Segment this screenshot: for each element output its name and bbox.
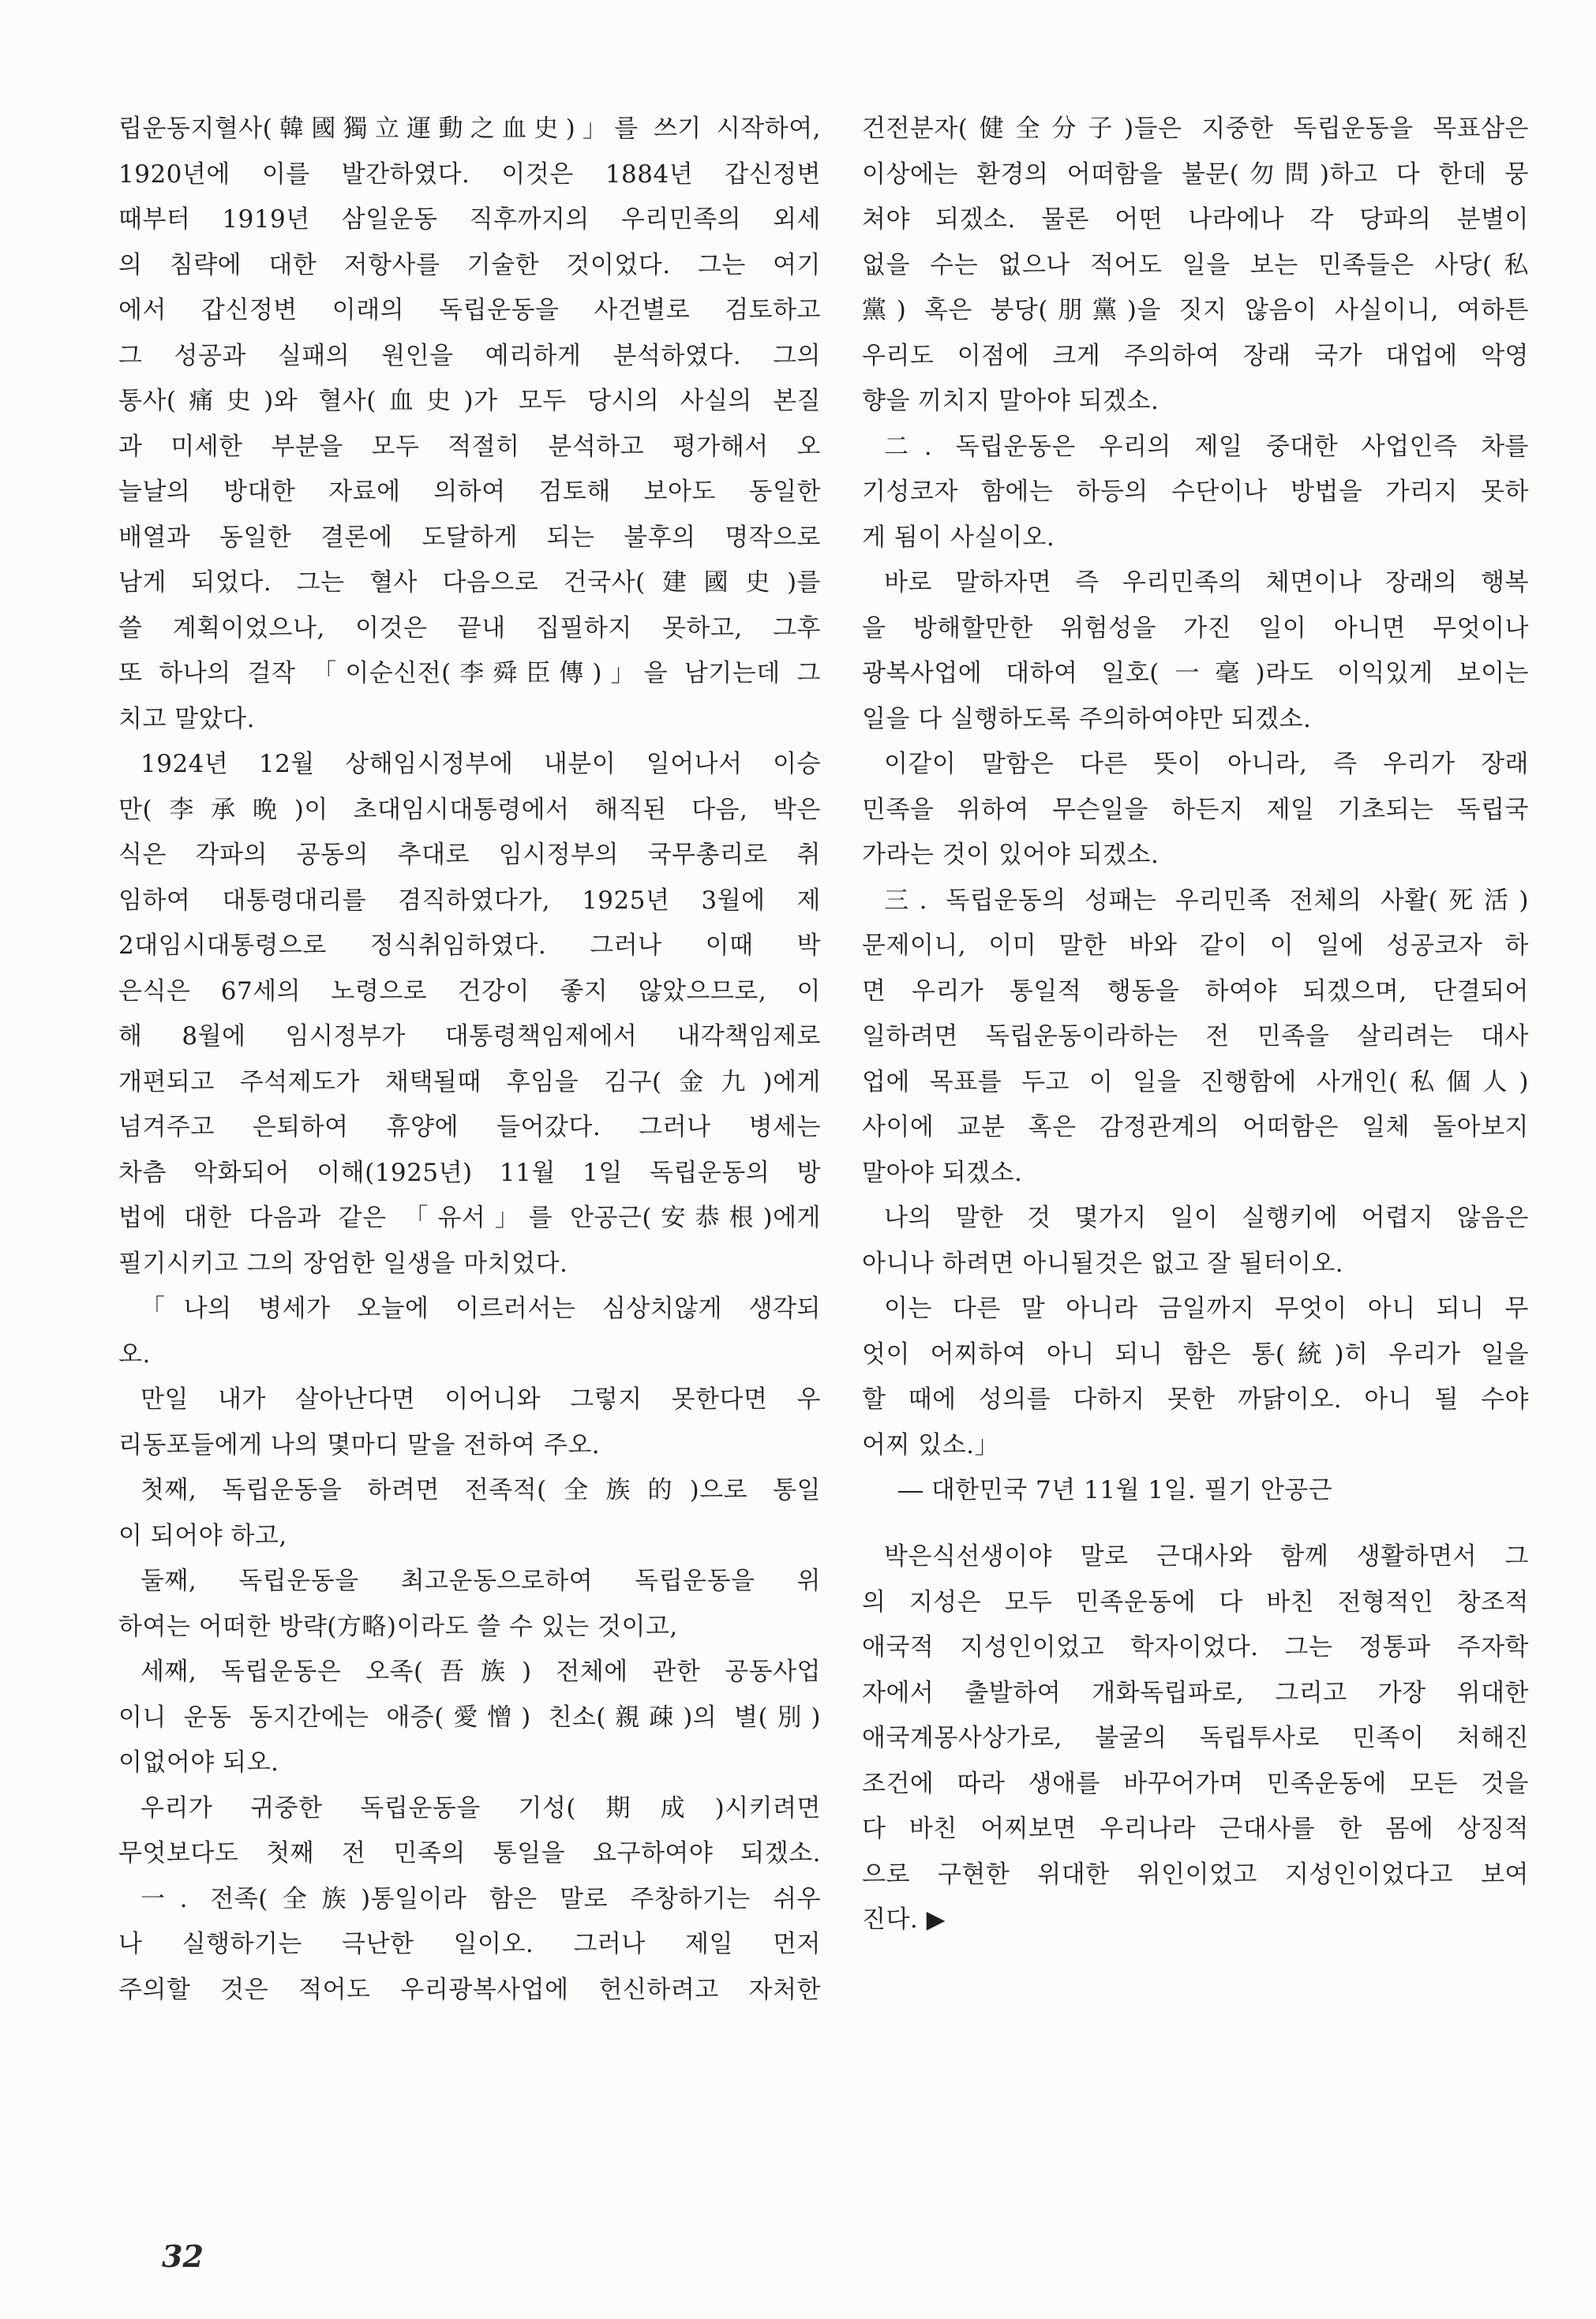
text-line: 둘째, 독립운동을 최고운동으로하여 독립운동을 위 <box>140 1567 821 1595</box>
text-line: 「나의 병세가 오늘에 이르러서는 심상치않게 생각되 <box>140 1294 821 1323</box>
text-line: 법에 대한 다음과 같은 「유서」를 안공근(安恭根)에게 <box>118 1204 821 1232</box>
text-line: 리동포들에게 나의 몇마디 말을 전하여 주오. <box>118 1430 601 1459</box>
text-line: 향을 끼치지 말아야 되겠소. <box>862 387 1160 415</box>
text-line: 첫째, 독립운동을 하려면 전족적(全族的)으로 통일 <box>140 1476 821 1504</box>
text-line: 의 지성은 모두 민족운동에 다 바친 전형적인 창조적 <box>862 1587 1529 1617</box>
will-signature: ― 대한민국 7년 11월 1일. 필기 안공근 <box>898 1476 1333 1504</box>
text-line: 문제이니, 이미 말한 바와 같이 이 일에 성공코자 하 <box>862 931 1529 960</box>
text-line: 립운동지혈사(韓國獨立運動之血史)」를 쓰기 시작하여, <box>118 114 821 143</box>
text-line: 一. 전족(全族)통일이라 함은 말로 주창하기는 쉬우 <box>140 1884 821 1913</box>
text-line: 이니 운동 동지간에는 애증(愛憎) 친소(親疎)의 별(別) <box>118 1703 821 1732</box>
text-line: 만일 내가 살아난다면 이어니와 그렇지 못한다면 우 <box>140 1385 821 1414</box>
text-line: 식은 각파의 공동의 추대로 임시정부의 국무총리로 취 <box>118 841 821 869</box>
text-line: 게 됨이 사실이오. <box>862 523 1055 552</box>
text-line: 늘날의 방대한 자료에 의하여 검토해 보아도 동일한 <box>118 478 821 506</box>
text-line: 다 바친 어찌보면 우리나라 근대사를 한 몸에 상징적 <box>862 1815 1529 1843</box>
text-line: 주의할 것은 적어도 우리광복사업에 헌신하려고 자처한 <box>118 1975 821 2004</box>
text-line: 1920년에 이를 발간하였다. 이것은 1884년 갑신정변 <box>118 159 821 189</box>
text-line: 우리도 이점에 크게 주의하여 장래 국가 대업에 악영 <box>862 341 1529 370</box>
text-line: 어찌 있소.」 <box>862 1430 999 1459</box>
text-line: 때부터 1919년 삼일운동 직후까지의 우리민족의 외세 <box>118 205 821 234</box>
text-line: 개편되고 주석제도가 채택될때 후임을 김구(金九)에게 <box>118 1067 821 1096</box>
text-line: 을 방해할만한 위험성을 가진 일이 아니면 무엇이나 <box>862 613 1529 643</box>
text-line: 二. 독립운동은 우리의 제일 중대한 사업인즉 차를 <box>884 432 1529 461</box>
text-line: 아니나 하려면 아니될것은 없고 잘 될터이오. <box>862 1249 1344 1278</box>
text-line: 사이에 교분 혹은 감정관계의 어떠함은 일체 돌아보지 <box>862 1113 1529 1141</box>
text-line: 엇이 어찌하여 아니 되니 함은 통(統)히 우리가 일을 <box>862 1339 1529 1369</box>
text-line: 오. <box>118 1339 151 1369</box>
left-column <box>118 107 821 2013</box>
text-line: 은식은 67세의 노령으로 건강이 좋지 않았으므로, 이 <box>118 976 821 1006</box>
text-line: 치고 말았다. <box>118 704 255 733</box>
text-line: 자에서 출발하여 개화독립파로, 그리고 가장 위대한 <box>862 1678 1529 1707</box>
text-line: 진다. ▶ <box>862 1905 946 1934</box>
text-line: 쳐야 되겠소. 물론 어떤 나라에나 각 당파의 분별이 <box>862 205 1529 234</box>
text-line: 이 되어야 하고, <box>118 1521 287 1550</box>
text-line: 말아야 되겠소. <box>862 1158 1023 1187</box>
text-line: 으로 구현한 위대한 위인이었고 지성인이었다고 보여 <box>862 1860 1529 1889</box>
text-line: 없을 수는 없으나 적어도 일을 보는 민족들은 사당(私 <box>862 250 1529 279</box>
text-line: 조건에 따라 생애를 바꾸어가며 민족운동에 모든 것을 <box>862 1769 1529 1798</box>
text-line: 이없어야 되오. <box>118 1748 279 1777</box>
text-line: 할 때에 성의를 다하지 못한 까닭이오. 아니 될 수야 <box>862 1385 1529 1414</box>
text-line: 박은식선생이야 말로 근대사와 함께 생활하면서 그 <box>884 1542 1529 1571</box>
text-line: 이상에는 환경의 어떠함을 불문(勿問)하고 다 한데 뭉 <box>862 159 1529 189</box>
text-line: 건전분자(健全分子)들은 지중한 독립운동을 목표삼은 <box>862 114 1529 143</box>
text-line: 기성코자 함에는 하등의 수단이나 방법을 가리지 못하 <box>862 478 1529 506</box>
closing-paragraph <box>862 1534 1529 1943</box>
text-line: 애국적 지성인이었고 학자이었다. 그는 정통파 주자학 <box>862 1633 1529 1662</box>
text-line: 1924년 12월 상해임시정부에 내분이 일어나서 이승 <box>140 750 821 778</box>
text-line: 남게 되었다. 그는 혈사 다음으로 건국사(建國史)를 <box>118 568 821 597</box>
text-line: 이는 다른 말 아니라 금일까지 무엇이 아니 되니 무 <box>884 1294 1529 1323</box>
text-line: 업에 목표를 두고 이 일을 진행함에 사개인(私個人) <box>862 1067 1529 1096</box>
text-line: 우리가 귀중한 독립운동을 기성(期成)시키려면 <box>140 1793 821 1823</box>
text-line: 그 성공과 실패의 원인을 예리하게 분석하였다. 그의 <box>118 341 821 370</box>
text-line: 일을 다 실행하도록 주의하여야만 되겠소. <box>862 704 1312 733</box>
text-line: 애국계몽사상가로, 불굴의 독립투사로 민족이 처해진 <box>862 1724 1529 1752</box>
text-line: 민족을 위하여 무슨일을 하든지 제일 기초되는 독립국 <box>862 795 1529 824</box>
text-line: 차츰 악화되어 이해(1925년) 11월 1일 독립운동의 방 <box>118 1158 821 1187</box>
text-line: 黨) 혹은 붕당(朋黨)을 짓지 않음이 사실이니, 여하튼 <box>862 296 1529 324</box>
text-line: 일하려면 독립운동이라하는 전 민족을 살리려는 대사 <box>862 1022 1529 1051</box>
text-line: 바로 말하자면 즉 우리민족의 체면이나 장래의 행복 <box>884 568 1529 597</box>
text-line: 무엇보다도 첫째 전 민족의 통일을 요구하여야 되겠소. <box>118 1839 821 1868</box>
text-line: 면 우리가 통일적 행동을 하여야 되겠으며, 단결되어 <box>862 976 1529 1006</box>
text-line: 쓸 계획이었으나, 이것은 끝내 집필하지 못하고, 그후 <box>118 613 821 643</box>
text-line: 세째, 독립운동은 오족(吾族) 전체에 관한 공동사업 <box>140 1658 821 1686</box>
text-line: 하여는 어떠한 방략(方略)이라도 쓸 수 있는 것이고, <box>118 1612 678 1641</box>
text-line: 나의 말한 것 몇가지 일이 실행키에 어렵지 않음은 <box>884 1204 1529 1232</box>
text-line: 의 침략에 대한 저항사를 기술한 것이었다. 그는 여기 <box>118 250 821 279</box>
right-column <box>862 107 1529 1514</box>
text-line: 과 미세한 부분을 모두 적절히 분석하고 평가해서 오 <box>118 432 821 461</box>
text-line: 2대임시대통령으로 정식취임하였다. 그러나 이때 박 <box>118 931 821 960</box>
page-number: 32 <box>162 2238 204 2274</box>
text-line: 해 8월에 임시정부가 대통령책임제에서 내각책임제로 <box>118 1022 821 1051</box>
text-line: 만(李承晩)이 초대임시대통령에서 해직된 다음, 박은 <box>118 795 821 824</box>
text-line: 광복사업에 대하여 일호(一毫)라도 이익있게 보이는 <box>862 659 1529 687</box>
text-line: 배열과 동일한 결론에 도달하게 되는 불후의 명작으로 <box>118 523 821 552</box>
text-line: 임하여 대통령대리를 겸직하였다가, 1925년 3월에 제 <box>118 886 821 915</box>
text-line: 에서 갑신정변 이래의 독립운동을 사건별로 검토하고 <box>118 296 821 324</box>
text-line: 필기시키고 그의 장엄한 일생을 마치었다. <box>118 1249 568 1278</box>
text-line: 이같이 말함은 다른 뜻이 아니라, 즉 우리가 장래 <box>884 750 1529 778</box>
text-line: 三. 독립운동의 성패는 우리민족 전체의 사활(死活) <box>884 886 1529 915</box>
text-line: 넘겨주고 은퇴하여 휴양에 들어갔다. 그러나 병세는 <box>118 1113 821 1141</box>
text-line: 통사(痛史)와 혈사(血史)가 모두 당시의 사실의 본질 <box>118 387 821 415</box>
text-line: 가라는 것이 있어야 되겠소. <box>862 841 1160 869</box>
text-line: 또 하나의 걸작 「이순신전(李舜臣傳)」을 남기는데 그 <box>118 659 821 687</box>
text-line: 나 실행하기는 극난한 일이오. 그러나 제일 먼저 <box>118 1930 821 1958</box>
